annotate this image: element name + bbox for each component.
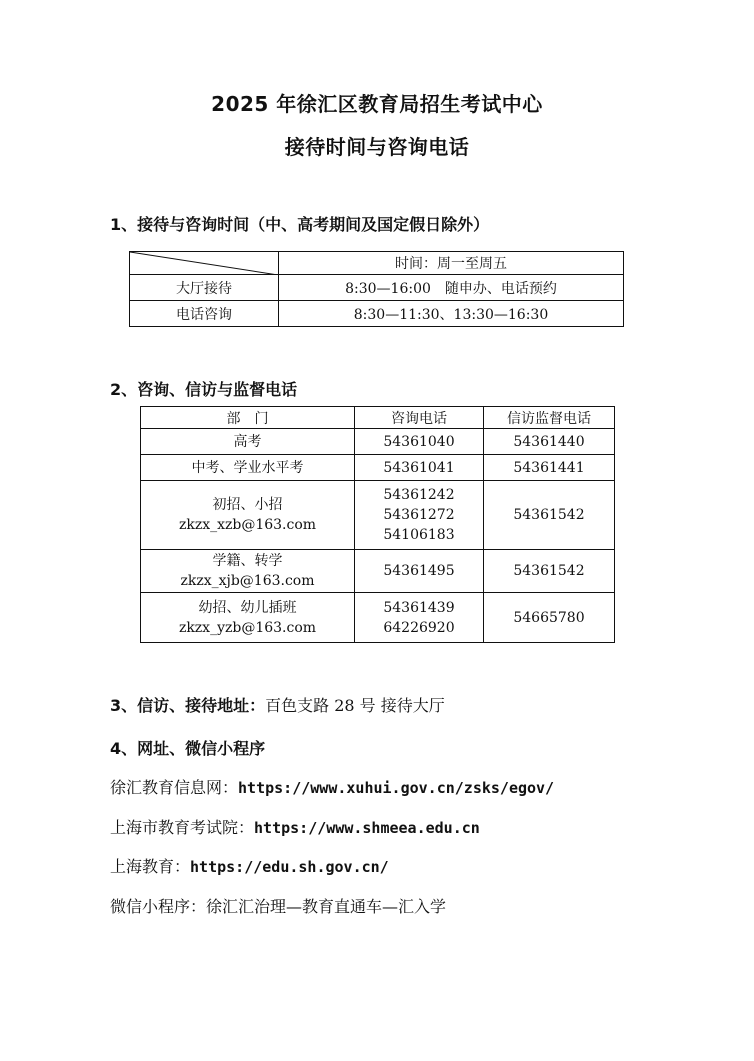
column-header-dept: 部 门 [141,407,355,429]
consult-phone: 54361272 [383,507,455,523]
section1-heading: 1、接待与咨询时间（中、高考期间及国定假日除外） [110,215,490,234]
link-line-edu-sh [110,854,389,877]
consult-phone: 54361439 [383,599,455,616]
table-row [130,301,624,327]
supervise-phone: 54361441 [484,455,615,481]
row-value: 8:30—11:30、13:30—16:30 [279,301,624,327]
consult-phone: 54361041 [383,459,455,476]
consult-cell [355,593,484,643]
table-header-row [141,407,615,429]
reception-hours-table [129,251,624,327]
table-row [141,593,615,643]
diagonal-header-cell [130,252,279,275]
dept-name: 学籍、转学 [212,553,283,569]
section4-heading: 4、网址、微信小程序 [110,739,266,758]
supervise-phone: 54665780 [484,593,615,643]
contact-phone-table [140,406,615,643]
dept-cell [141,593,355,643]
section3-heading [110,693,445,716]
wechat-label: 微信小程序： [110,897,207,916]
link-line-xuhui [110,775,554,798]
consult-cell [355,455,484,481]
supervise-phone: 54361542 [484,481,615,550]
dept-name: 高考 [233,433,262,450]
consult-phone: 54361242 [383,487,455,503]
dept-email: zkzx_yzb@163.com [178,619,317,636]
consult-phone: 54106183 [383,527,455,543]
dept-email: zkzx_xzb@163.com [178,517,317,533]
link-label: 徐汇教育信息网： [110,778,239,797]
row-label: 电话咨询 [130,301,279,327]
table-row [141,429,615,455]
row-value: 8:30—16:00 随申办、电话预约 [279,275,624,301]
link-line-shmeea [110,815,480,838]
table-row [130,275,624,301]
table-row [141,481,615,550]
supervise-phone: 54361542 [484,550,615,593]
wechat-line [110,894,446,917]
consult-phone: 64226920 [383,619,455,636]
section2-heading: 2、咨询、信访与监督电话 [110,380,298,399]
dept-cell [141,429,355,455]
dept-email: zkzx_xjb@163.com [180,573,315,589]
link-url-xuhui[interactable]: https://www.xuhui.gov.cn/zsks/egov/ [238,779,555,797]
column-header-supervise: 信访监督电话 [484,407,615,429]
address: 百色支路 28 号 接待大厅 [265,696,445,715]
consult-cell [355,550,484,593]
section3-label: 3、信访、接待地址： [110,696,266,715]
diagonal-line [130,252,278,275]
link-label: 上海教育： [110,857,191,876]
dept-name: 幼招、幼儿插班 [198,599,297,616]
supervise-phone: 54361440 [484,429,615,455]
dept-cell [141,481,355,550]
table-row [141,550,615,593]
dept-cell [141,550,355,593]
wechat-value: 徐汇汇治理—教育直通车—汇入学 [206,897,447,916]
link-label: 上海市教育考试院： [110,818,255,837]
row-label: 大厅接待 [130,275,279,301]
consult-cell [355,481,484,550]
document-title-line1: 2025 年徐汇区教育局招生考试中心 [211,92,543,116]
link-url-edu-sh[interactable]: https://edu.sh.gov.cn/ [190,858,389,876]
dept-cell [141,455,355,481]
consult-cell [355,429,484,455]
dept-name: 中考、学业水平考 [191,459,304,476]
table-row [141,455,615,481]
document-title-line2: 接待时间与咨询电话 [284,135,470,159]
column-header-consult: 咨询电话 [355,407,484,429]
consult-phone: 54361040 [383,433,455,450]
dept-name: 初招、小招 [212,497,283,513]
consult-phone: 54361495 [383,563,455,579]
link-url-shmeea[interactable]: https://www.shmeea.edu.cn [254,819,480,837]
time-header: 时间：周一至周五 [279,252,624,275]
